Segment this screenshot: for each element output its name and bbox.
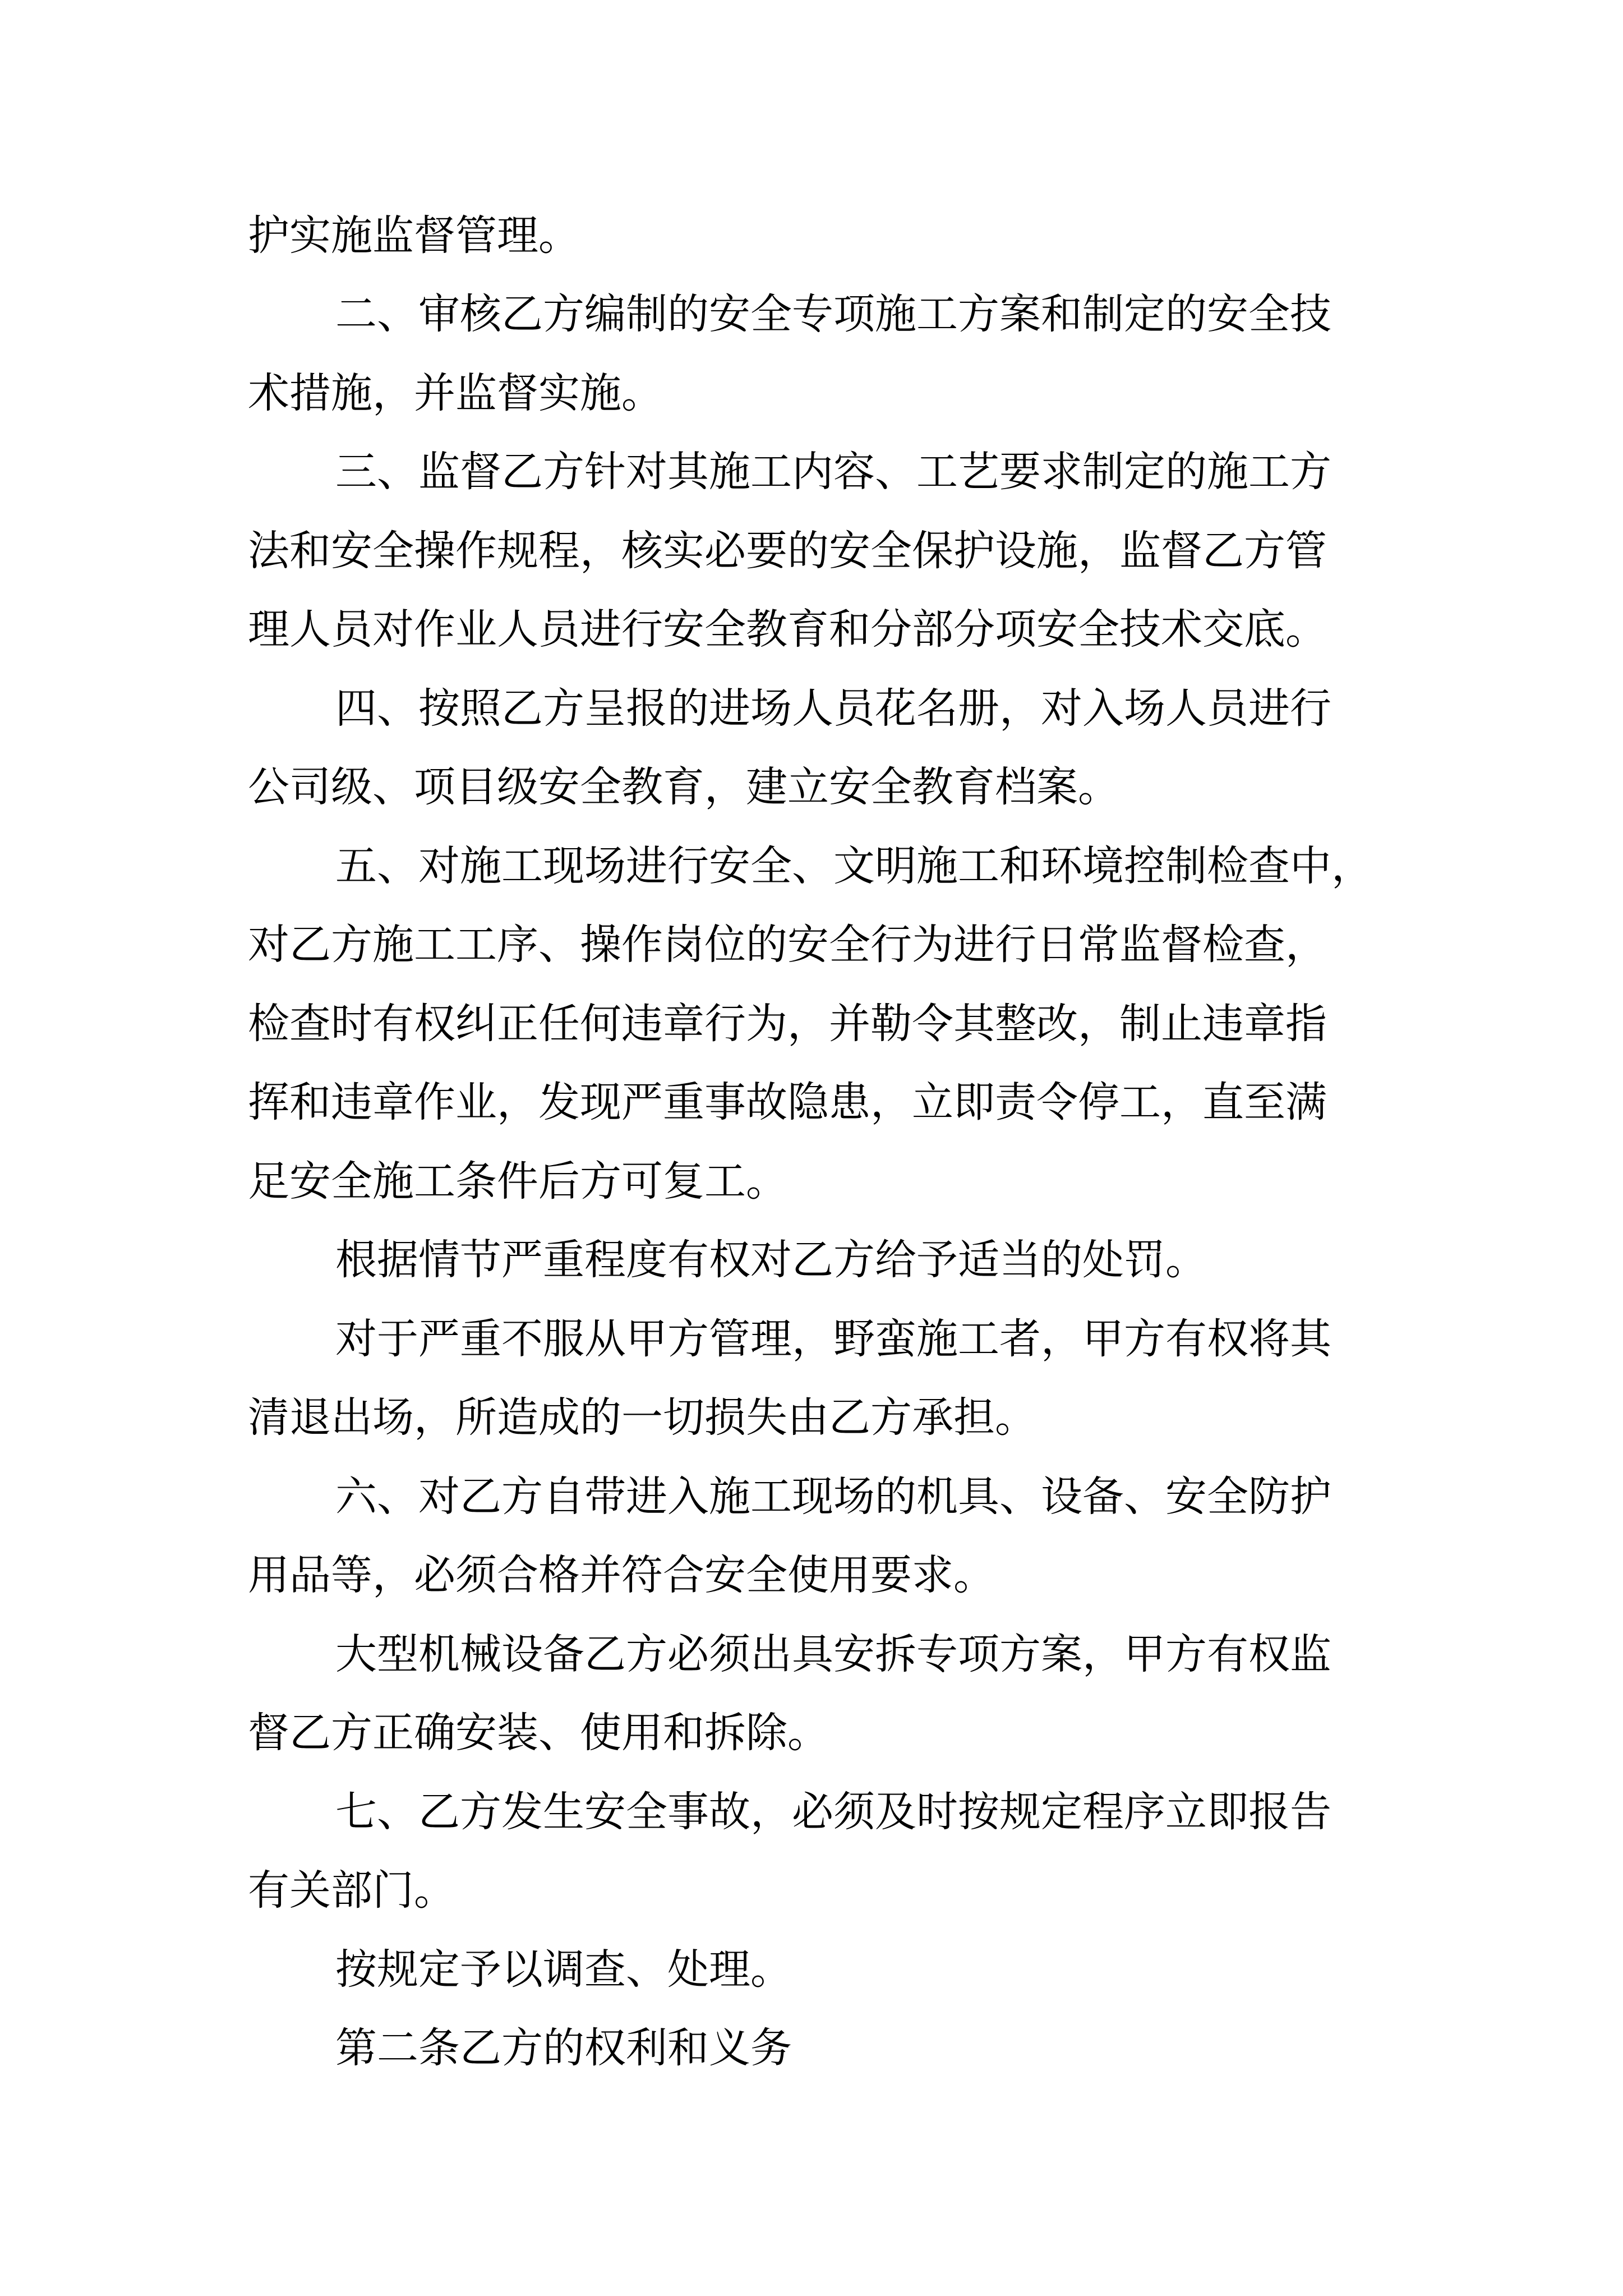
text-line: 法和安全操作规程，核实必要的安全保护设施，监督乙方管 [248,527,1327,575]
text-line: 用品等，必须合格并符合安全使用要求。 [248,1551,995,1599]
text-line: 术措施，并监督实施。 [248,369,663,417]
text-line: 对于严重不服从甲方管理，野蛮施工者，甲方有权将其 [335,1315,1331,1363]
text-line: 根据情节严重程度有权对乙方给予适当的处罚。 [335,1236,1207,1284]
text-line: 有关部门。 [248,1866,455,1915]
text-line: 第二条乙方的权利和义务 [335,2024,792,2072]
text-line: 检查时有权纠正任何违章行为，并勒令其整改，制止违章指 [248,1000,1327,1048]
text-line: 七、乙方发生安全事故，必须及时按规定程序立即报告 [335,1788,1331,1836]
text-line: 公司级、项目级安全教育，建立安全教育档案。 [248,763,1119,811]
text-line: 对乙方施工工序、操作岗位的安全行为进行日常监督检查， [248,921,1327,969]
text-line: 按规定予以调查、处理。 [335,1945,792,1994]
text-line: 二、审核乙方编制的安全专项施工方案和制定的安全技 [335,290,1331,338]
text-line: 大型机械设备乙方必须出具安拆专项方案，甲方有权监 [335,1630,1331,1678]
text-line: 六、对乙方自带进入施工现场的机具、设备、安全防护 [335,1473,1331,1521]
text-line: 清退出场，所造成的一切损失由乙方承担。 [248,1393,1036,1442]
text-line: 五、对施工现场进行安全、文明施工和环境控制检查中， [335,842,1373,890]
text-line: 四、按照乙方呈报的进场人员花名册，对入场人员进行 [335,684,1331,733]
text-line: 三、监督乙方针对其施工内容、工艺要求制定的施工方 [335,448,1331,496]
text-line: 督乙方正确安装、使用和拆除。 [248,1709,829,1757]
text-line: 护实施监督管理。 [248,211,580,260]
text-line: 足安全施工条件后方可复工。 [248,1157,787,1205]
text-line: 理人员对作业人员进行安全教育和分部分项安全技术交底。 [248,605,1327,654]
text-line: 挥和违章作业，发现严重事故隐患，立即责令停工，直至满 [248,1078,1327,1126]
